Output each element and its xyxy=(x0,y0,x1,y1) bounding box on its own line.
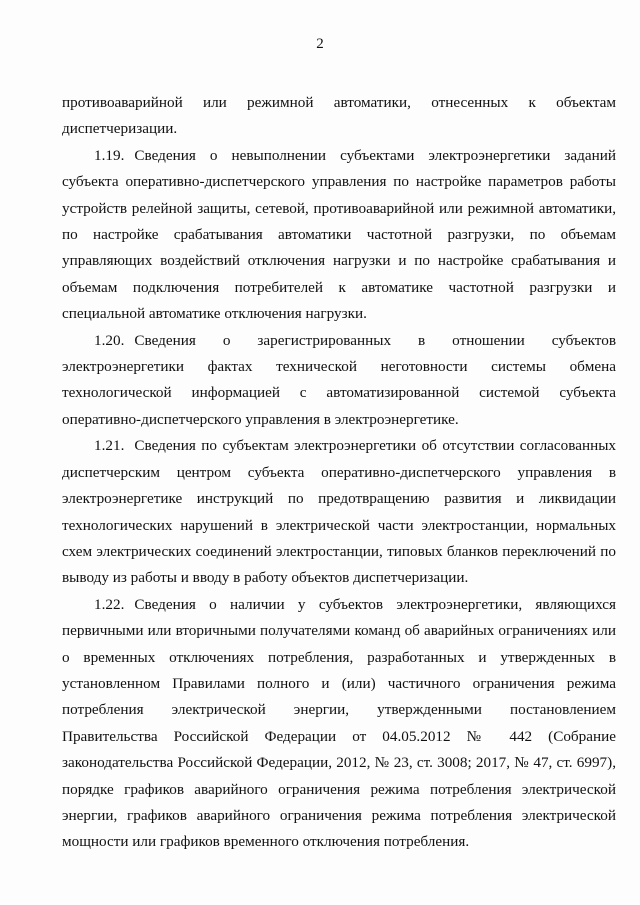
paragraph-text: Сведения по субъектам электроэнергетики об отсутствии согласованных диспетчерским центром субъекта оперативно-диспетчерского управления в электроэнергетике инструкций по предотвращению развития и ликвидации технологических нарушений в электрической части электростанции, нормальных схем электрических соединений электростанции, типовых бланков переключений по выводу из работы и вводу в работу объектов диспетчеризации. xyxy=(62,437,616,587)
paragraph-number: 1.19. xyxy=(94,146,125,164)
paragraph-text: Сведения о невыполнении субъектами электроэнергетики заданий субъекта оперативно-диспетчерского управления по настройке параметров работы устройств релейной защиты, сетевой, противоаварийной или режимной автоматики, по настройке срабатывания автоматики частотной разгрузки, по объемам управляющих воздействий отключения нагрузки и по настройке срабатывания и объемам подключения потребителей к автоматике частотной разгрузки и специальной автоматике отключения нагрузки. xyxy=(62,146,616,323)
page-number: 2 xyxy=(316,36,324,52)
paragraph-number: 1.20. xyxy=(94,331,125,349)
paragraph-1-20 xyxy=(62,328,616,434)
paragraph-1-19 xyxy=(62,143,616,328)
paragraph-continuation xyxy=(62,90,616,143)
paragraph-number: 1.22. xyxy=(94,595,125,613)
paragraph-text: противоаварийной или режимной автоматики, отнесенных к объектам диспетчеризации. xyxy=(62,94,616,138)
paragraph-1-22 xyxy=(62,592,616,856)
paragraph-text: Сведения о наличии у субъектов электроэнергетики, являющихся первичными или вторичными получателями команд об аварийных ограничениях или о временных отключениях потребления, разработанных и утвержденных в установленном Правилами полного и (или) частичного ограничения режима потребления электрической энергии, утвержденными постановлением Правительства Российской Федерации от 04.05.2012 № 442 (Собрание законодательства Российской Федерации, 2012, № 23, ст. 3008; 2017, № 47, ст. 6997), порядке графиков аварийного ограничения режима потребления электрической энергии, графиков аварийного ограничения режима потребления электрической мощности или графиков временного отключения потребления. xyxy=(62,595,616,851)
paragraph-1-21 xyxy=(62,433,616,591)
paragraph-number: 1.21. xyxy=(94,437,125,455)
document-body xyxy=(62,90,616,856)
paragraph-text: Сведения о зарегистрированных в отношении субъектов электроэнергетики фактах технической неготовности системы обмена технологической информацией с автоматизированной системой субъекта оперативно-диспетчерского управления в электроэнергетике. xyxy=(62,331,616,428)
